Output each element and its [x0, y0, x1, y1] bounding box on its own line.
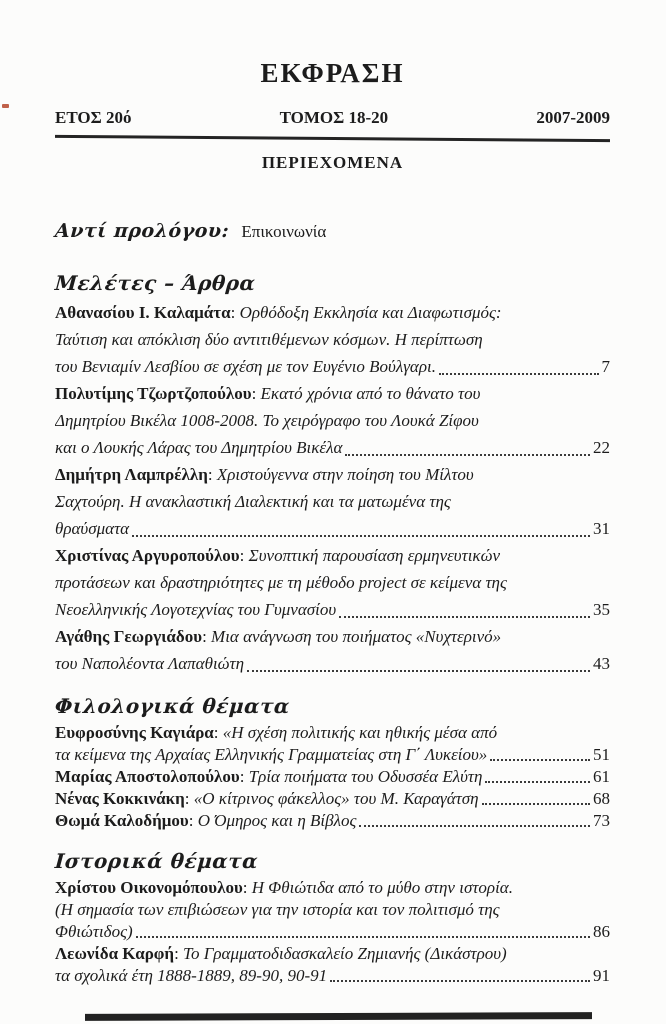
toc-entry	[55, 943, 610, 987]
section-heading	[55, 849, 610, 874]
toc-entry-author: Μαρίας Αποστολοπούλου	[55, 767, 240, 786]
toc-entry	[55, 380, 610, 461]
toc-line	[55, 965, 610, 987]
toc-entry	[55, 766, 610, 788]
toc-entry-author: Χρίστου Οικονομόπουλου	[55, 878, 243, 897]
toc-entry-page-number: 86	[593, 922, 610, 941]
toc-line	[55, 650, 610, 677]
toc-sections	[55, 271, 610, 987]
toc-entry-title-text: τα κείμενα της Αρχαίας Ελληνικής Γραμματείας στη Γ΄ Λυκείου»	[55, 745, 488, 764]
toc-entry-title-text: Ο Όμηρος και η Βίβλος	[197, 811, 357, 830]
toc-entry-colon: :	[251, 384, 261, 403]
toc-line	[55, 943, 610, 965]
toc-entry	[55, 877, 610, 943]
toc-line	[55, 461, 610, 488]
toc-line	[55, 407, 610, 434]
toc-entry-colon: :	[184, 789, 194, 808]
toc-entry-title-text: τα σχολικά έτη 1888-1889, 89-90, 90-91	[55, 966, 328, 985]
toc-entry-title-text: Η Φθιώτιδα από το μύθο στην ιστορία.	[251, 878, 513, 897]
toc-line	[55, 877, 610, 899]
toc-entry-page-number: 43	[593, 654, 610, 673]
toc-entry-title-text: του Ναπολέοντα Λαπαθιώτη	[55, 654, 245, 673]
toc-entry-author: Νένας Κοκκινάκη	[55, 789, 185, 808]
toc-entry-page-number: 7	[601, 357, 610, 376]
toc-entry	[55, 461, 610, 542]
dotted-leader	[247, 670, 590, 672]
toc-entry-author: Πολυτίμης Τζωρτζοπούλου	[55, 384, 252, 403]
toc-line	[55, 488, 610, 515]
toc-section	[55, 694, 610, 832]
scan-artifact-red-mark	[2, 104, 9, 108]
toc-entry-colon: :	[230, 303, 240, 322]
toc-entry	[55, 810, 610, 832]
toc-line	[55, 744, 610, 766]
dotted-leader	[490, 759, 590, 761]
toc-entry-title-text: Το Γραμματοδιδασκαλείο Ζημιανής (Δικάστρου)	[183, 944, 507, 963]
dotted-leader	[439, 373, 599, 375]
toc-line	[55, 788, 610, 810]
toc-entry	[55, 542, 610, 623]
section-heading-text: Μελέτες – Άρθρα	[54, 271, 257, 295]
journal-title: ΕΚΦΡΑΣΗ	[260, 58, 405, 88]
preface-label: Αντί προλόγου:	[54, 220, 230, 242]
journal-period-label: 2007-2009	[536, 108, 610, 127]
toc-line	[55, 542, 610, 569]
toc-entry-title-text: του Βενιαμίν Λεσβίου σε σχέση με τον Ευγένιο Βούλγαρι.	[55, 357, 436, 376]
toc-line	[55, 380, 610, 407]
toc-line	[55, 623, 610, 650]
dotted-leader	[359, 825, 590, 827]
toc-line	[55, 569, 610, 596]
journal-year-label: ΕΤΟΣ 20ό	[55, 108, 132, 127]
toc-section	[55, 849, 610, 987]
toc-line	[55, 434, 610, 461]
toc-entry-title-text: Μια ανάγνωση του ποιήματος «Νυχτερινό»	[211, 627, 502, 646]
toc-entry-title-text: θραύσματα	[55, 519, 130, 538]
toc-entry-title-text: Τρία ποιήματα του Οδυσσέα Ελύτη	[248, 767, 483, 786]
journal-meta-row	[55, 108, 610, 128]
toc-entry-author: Δημήτρη Λαμπρέλλη	[55, 465, 208, 484]
dotted-leader	[136, 936, 590, 938]
toc-entry	[55, 722, 610, 766]
toc-entry	[55, 299, 610, 380]
toc-entry-author: Αθανασίου Ι. Καλαμάτα	[55, 303, 231, 322]
toc-entry-title-text: (Η σημασία των επιβιώσεων για την ιστορία και τον πολιτισμό της	[55, 900, 500, 919]
toc-entry-page-number: 68	[593, 789, 610, 808]
toc-line	[55, 299, 610, 326]
toc-entry-page-number: 51	[593, 745, 610, 764]
toc-line	[55, 326, 610, 353]
preface-entry	[55, 218, 610, 245]
toc-entry-title-text: Χριστούγεννα στην ποίηση του Μίλτου	[216, 465, 474, 484]
toc-entry	[55, 623, 610, 677]
dotted-leader	[132, 535, 590, 537]
toc-entry-author: Θωμά Καλοδήμου	[55, 811, 189, 830]
dotted-leader	[339, 616, 590, 618]
toc-entry-author: Αγάθης Γεωργιάδου	[55, 627, 203, 646]
toc-entry-title-text: Νεοελληνικής Λογοτεχνίας του Γυμνασίου	[55, 600, 337, 619]
preface-title: Επικοινωνία	[241, 222, 327, 241]
toc-entry-page-number: 61	[593, 767, 610, 786]
toc-entry-colon: :	[239, 546, 249, 565]
toc-entry-title-text: «Ο κίτρινος φάκελλος» του Μ. Καραγάτση	[193, 789, 479, 808]
toc-line	[55, 810, 610, 832]
journal-volume-label: ΤΟΜΟΣ 18-20	[279, 108, 389, 127]
toc-entry-author: Ευφροσύνης Καγιάρα	[55, 723, 214, 742]
toc-entry-page-number: 73	[593, 811, 610, 830]
section-heading-text: Φιλολογικά θέματα	[54, 694, 291, 718]
toc-entry-title-text: και ο Λουκής Λάρας του Δημητρίου Βικέλα	[55, 438, 343, 457]
toc-entry-title-text: Σαχτούρη. Η ανακλαστική Διαλεκτική και τα ματωμένα της	[55, 492, 451, 511]
toc-entry-colon: :	[239, 767, 249, 786]
section-heading-text: Ιστορικά θέματα	[54, 849, 259, 873]
toc-entry-title-text: Φθιώτιδος)	[55, 922, 133, 941]
dotted-leader	[345, 454, 590, 456]
dotted-leader	[330, 980, 590, 982]
toc-entry-page-number: 91	[593, 966, 610, 985]
toc-entry-colon: :	[207, 465, 217, 484]
toc-section	[55, 271, 610, 677]
toc-line	[55, 766, 610, 788]
toc-entry-author: Λεωνίδα Καρφή	[55, 944, 175, 963]
toc-line	[55, 899, 610, 921]
toc-line	[55, 921, 610, 943]
toc-entry-title-text: Δημητρίου Βικέλα 1008-2008. Το χειρόγραφο του Λουκά Ζίφου	[55, 411, 479, 430]
toc-entry-title-text: Ταύτιση και απόκλιση δύο αντιτιθέμενων κόσμων. Η περίπτωση	[55, 330, 483, 349]
toc-line	[55, 722, 610, 744]
section-heading	[55, 694, 610, 719]
section-heading	[55, 271, 610, 296]
toc-line	[55, 515, 610, 542]
toc-entry-page-number: 35	[593, 600, 610, 619]
toc-entry-title-text: Εκατό χρόνια από το θάνατο του	[260, 384, 481, 403]
dotted-leader	[482, 803, 590, 805]
toc-line	[55, 596, 610, 623]
toc-entry	[55, 788, 610, 810]
toc-entry-colon: :	[213, 723, 223, 742]
toc-entry-colon: :	[242, 878, 252, 897]
toc-entry-colon: :	[202, 627, 212, 646]
toc-entry-title-text: Συνοπτική παρουσίαση ερμηνευτικών	[248, 546, 500, 565]
toc-entry-title-text: «Η σχέση πολιτικής και ηθικής μέσα από	[222, 723, 498, 742]
toc-entry-author: Χριστίνας Αργυροπούλου	[55, 546, 240, 565]
toc-entry-title-text: προτάσεων και δραστηριότητες με τη μέθοδο project σε κείμενα της	[55, 573, 507, 592]
toc-entry-title-text: Ορθόδοξη Εκκλησία και Διαφωτισμός:	[239, 303, 502, 322]
dotted-leader	[485, 781, 590, 783]
toc-line	[55, 353, 610, 380]
toc-entry-page-number: 22	[593, 438, 610, 457]
toc-entry-page-number: 31	[593, 519, 610, 538]
toc-entry-colon: :	[188, 811, 198, 830]
header-divider-line	[55, 135, 610, 142]
contents-heading: ΠΕΡΙΕΧΟΜΕΝΑ	[261, 153, 404, 172]
toc-entry-colon: :	[174, 944, 184, 963]
scan-artifact-bottom-bar	[85, 1012, 592, 1021]
